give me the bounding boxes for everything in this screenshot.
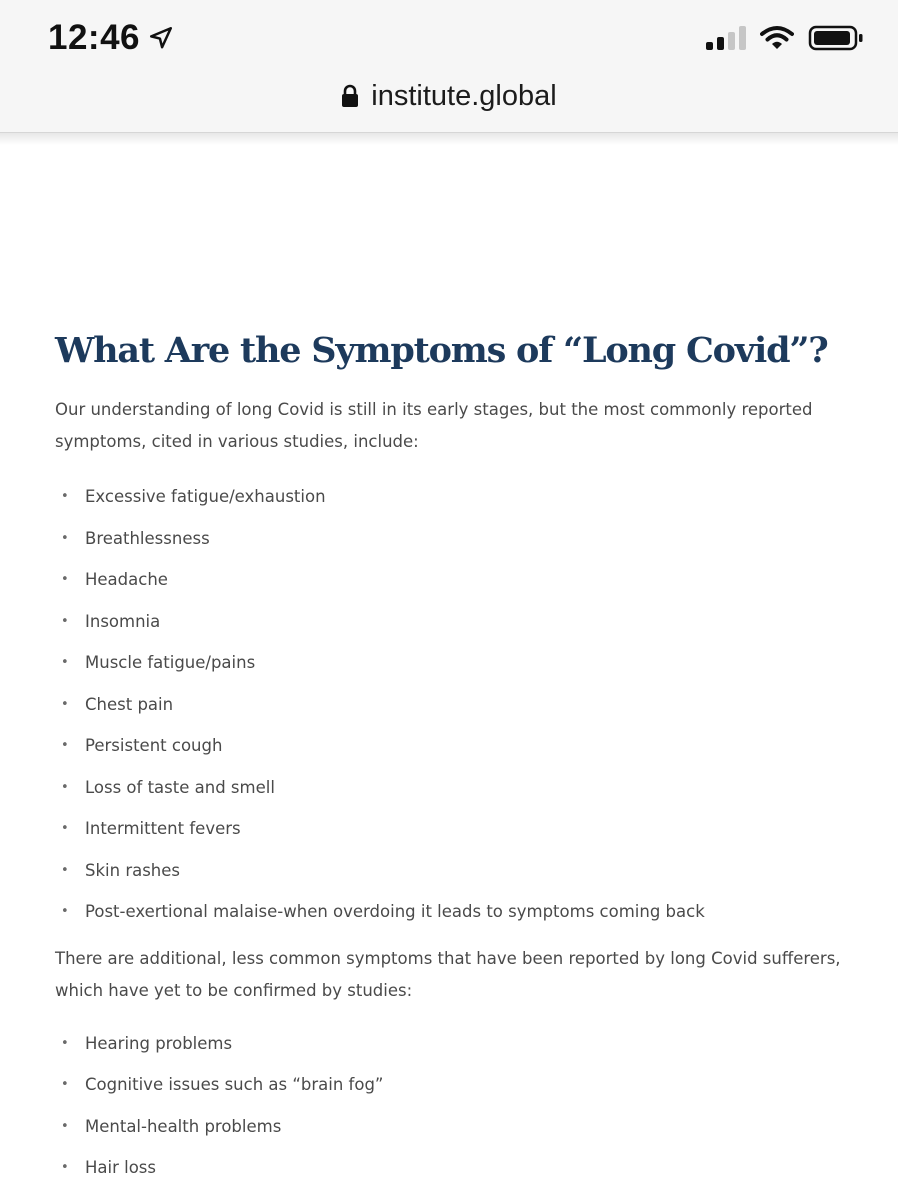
list-item: • Cognitive issues such as “brain fog”: [55, 1064, 865, 1106]
list-item: • Hearing problems: [55, 1023, 865, 1065]
address-bar[interactable]: [0, 74, 898, 118]
list-item: • Post-exertional malaise-when overdoing it leads to symptoms coming back: [55, 891, 865, 933]
status-bar-time-group: [48, 14, 174, 62]
list-item: • Mental-health problems: [55, 1106, 865, 1148]
list-item: • Loss of taste and smell: [55, 767, 865, 809]
list-item: • Intermittent fevers: [55, 808, 865, 850]
list-item: • Persistent cough: [55, 725, 865, 767]
list-item: • Muscle fatigue/pains: [55, 642, 865, 684]
browser-chrome: [0, 0, 898, 133]
wifi-icon: [760, 25, 794, 51]
additional-symptoms-list: [55, 1023, 865, 1189]
article-content: [55, 318, 865, 1189]
common-symptoms-list: [55, 476, 865, 933]
location-arrow-icon: [148, 25, 174, 51]
lock-icon: [341, 84, 359, 108]
list-item: • Headache: [55, 559, 865, 601]
list-item: • Skin rashes: [55, 850, 865, 892]
chrome-shadow: [0, 133, 898, 145]
cellular-signal-icon: [706, 26, 746, 50]
list-item: • Chest pain: [55, 684, 865, 726]
list-item: • Insomnia: [55, 601, 865, 643]
additional-symptoms-paragraph: There are additional, less common symptoms that have been reported by long Covid sufferers, which have yet to be confirmed by studies:: [55, 948, 841, 1000]
url-text: institute.global: [371, 79, 557, 112]
intro-paragraph: Our understanding of long Covid is still in its early stages, but the most commonly reported symptoms, cited in various studies, include:: [55, 400, 813, 451]
list-item: • Excessive fatigue/exhaustion: [55, 476, 865, 518]
status-time: 12:46: [48, 18, 141, 57]
list-item: • Hair loss: [55, 1147, 865, 1189]
status-bar-indicators: [706, 20, 864, 56]
page-title: What Are the Symptoms of “Long Covid”?: [55, 330, 828, 371]
battery-icon: [808, 24, 864, 52]
list-item: • Breathlessness: [55, 518, 865, 560]
